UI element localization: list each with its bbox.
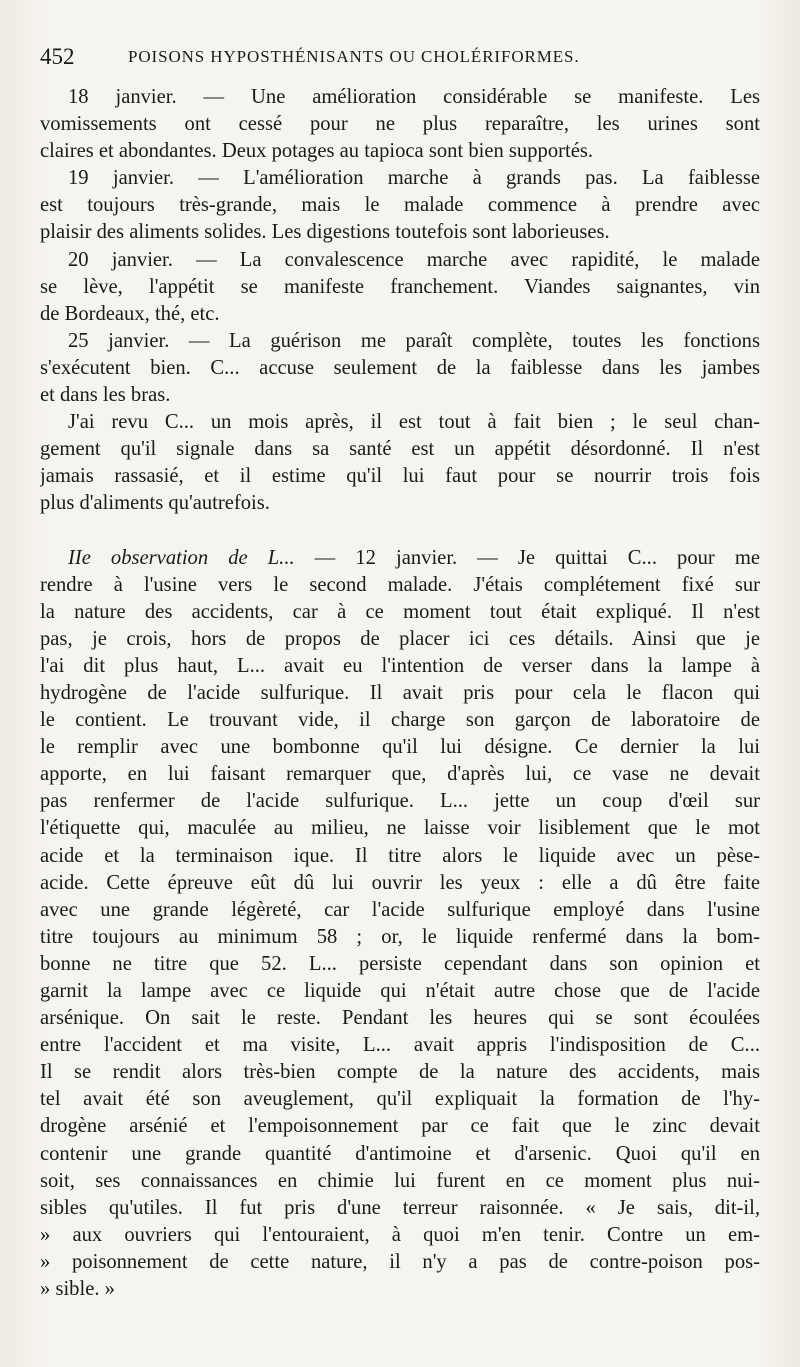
observation-heading: IIe observation de L... (68, 546, 295, 569)
running-head: POISONS HYPOSTHÉNISANTS OU CHOLÉRIFORMES. (128, 47, 580, 66)
text-line: l'ai dit plus haut, L... avait eu l'intention de verser dans la lampe à (40, 654, 760, 677)
text-line: 18 janvier. — Une amélioration considérable se manifeste. Les (68, 86, 760, 108)
text-line: le remplir avec une bombonne qu'il lui désigne. Ce dernier la lui (40, 736, 760, 759)
text-line: jamais rassasié, et il estime qu'il lui faut pour se nourrir trois fois (40, 465, 760, 488)
text-line: est toujours très-grande, mais le malade commence à prendre avec (40, 194, 760, 217)
text-line: 19 janvier. — L'amélioration marche à grands pas. La faiblesse (68, 167, 760, 190)
text-line: rendre à l'usine vers le second malade. J'étais complétement fixé sur (40, 573, 760, 596)
text-line: plus d'aliments qu'autrefois. (40, 492, 270, 515)
text-line: tel avait été son aveuglement, qu'il expliquait la formation de l'hy- (40, 1088, 760, 1111)
page-number: 452 (40, 44, 75, 69)
text-line: hydrogène de l'acide sulfurique. Il avait pris pour cela le flacon qui (40, 681, 760, 704)
text-line: bonne ne titre que 52. L... persiste cependant dans son opinion et (40, 952, 760, 975)
text-line: » sible. » (40, 1278, 115, 1301)
paragraph-gap (40, 518, 760, 545)
text-line: et dans les bras. (40, 384, 171, 407)
text-line: » poisonnement de cette nature, il n'y a pas de contre-poison pos- (40, 1250, 760, 1273)
text-line: entre l'accident et ma visite, L... avait appris l'indisposition de C... (40, 1034, 760, 1057)
text-line: s'exécutent bien. C... accuse seulement de la faiblesse dans les jambes (40, 356, 760, 379)
text-line: acide. Cette épreuve eût dû lui ouvrir les yeux : elle a dû être faite (40, 871, 760, 894)
text-line: titre toujours au minimum 58 ; or, le liquide renfermé dans la bom- (40, 925, 760, 948)
text-line: drogène arsénié et l'empoisonnement par ce fait que le zinc devait (40, 1115, 760, 1138)
line-text: — 12 janvier. — Je quittai C... pour me (294, 546, 760, 569)
text-line: 20 janvier. — La convalescence marche avec rapidité, le malade (68, 248, 760, 271)
text-line: la nature des accidents, car à ce moment tout était expliqué. Il n'est (40, 600, 760, 623)
page-header (40, 40, 760, 74)
text-line: avec une grande légèreté, car l'acide sulfurique employé dans l'usine (40, 898, 760, 921)
text-line: gement qu'il signale dans sa santé est un appétit désordonné. Il n'est (40, 438, 760, 461)
text-line: plaisir des aliments solides. Les digestions toutefois sont laborieuses. (40, 221, 610, 244)
text-line: » aux ouvriers qui l'entouraient, à quoi m'en tenir. Contre un em- (40, 1223, 760, 1246)
text-line: l'étiquette qui, maculée au milieu, ne laisse voir lisiblement que le mot (40, 817, 760, 840)
text-line: pas, je crois, hors de propos de placer ici ces détails. Ainsi que je (40, 627, 760, 650)
text-line: claires et abondantes. Deux potages au tapioca sont bien supportés. (40, 140, 594, 163)
text-line: J'ai revu C... un mois après, il est tout à fait bien ; le seul chan- (68, 411, 760, 434)
text-line: contenir une grande quantité d'antimoine et d'arsenic. Quoi qu'il en (40, 1142, 760, 1165)
text-line: se lève, l'appétit se manifeste franchement. Viandes saignantes, vin (40, 275, 760, 298)
text-line: Il se rendit alors très-bien compte de la nature des accidents, mais (40, 1061, 760, 1084)
text-line: acide et la terminaison ique. Il titre alors le liquide avec un pèse- (40, 844, 760, 867)
text-line: le contient. Le trouvant vide, il charge son garçon de laboratoire de (40, 709, 760, 732)
text-line: sibles qu'utiles. Il fut pris d'une terreur raisonnée. « Je sais, dit-il, (40, 1196, 760, 1219)
text-line: arsénique. On sait le reste. Pendant les heures qui se sont écoulées (40, 1007, 760, 1030)
text-line: vomissements ont cessé pour ne plus reparaître, les urines sont (40, 113, 760, 136)
text-line: pas renfermer de l'acide sulfurique. L... jette un coup d'œil sur (40, 790, 760, 813)
body-text (40, 84, 760, 1303)
text-line: apporte, en lui faisant remarquer que, d'après lui, ce vase ne devait (40, 763, 760, 786)
text-line: 25 janvier. — La guérison me paraît complète, toutes les fonctions (68, 329, 760, 352)
text-line: garnit la lampe avec ce liquide qui n'était autre chose que de l'acide (40, 980, 760, 1002)
text-line: de Bordeaux, thé, etc. (40, 302, 220, 325)
text-line: soit, ses connaissances en chimie lui furent en ce moment plus nui- (40, 1169, 760, 1192)
text-line (40, 545, 760, 572)
